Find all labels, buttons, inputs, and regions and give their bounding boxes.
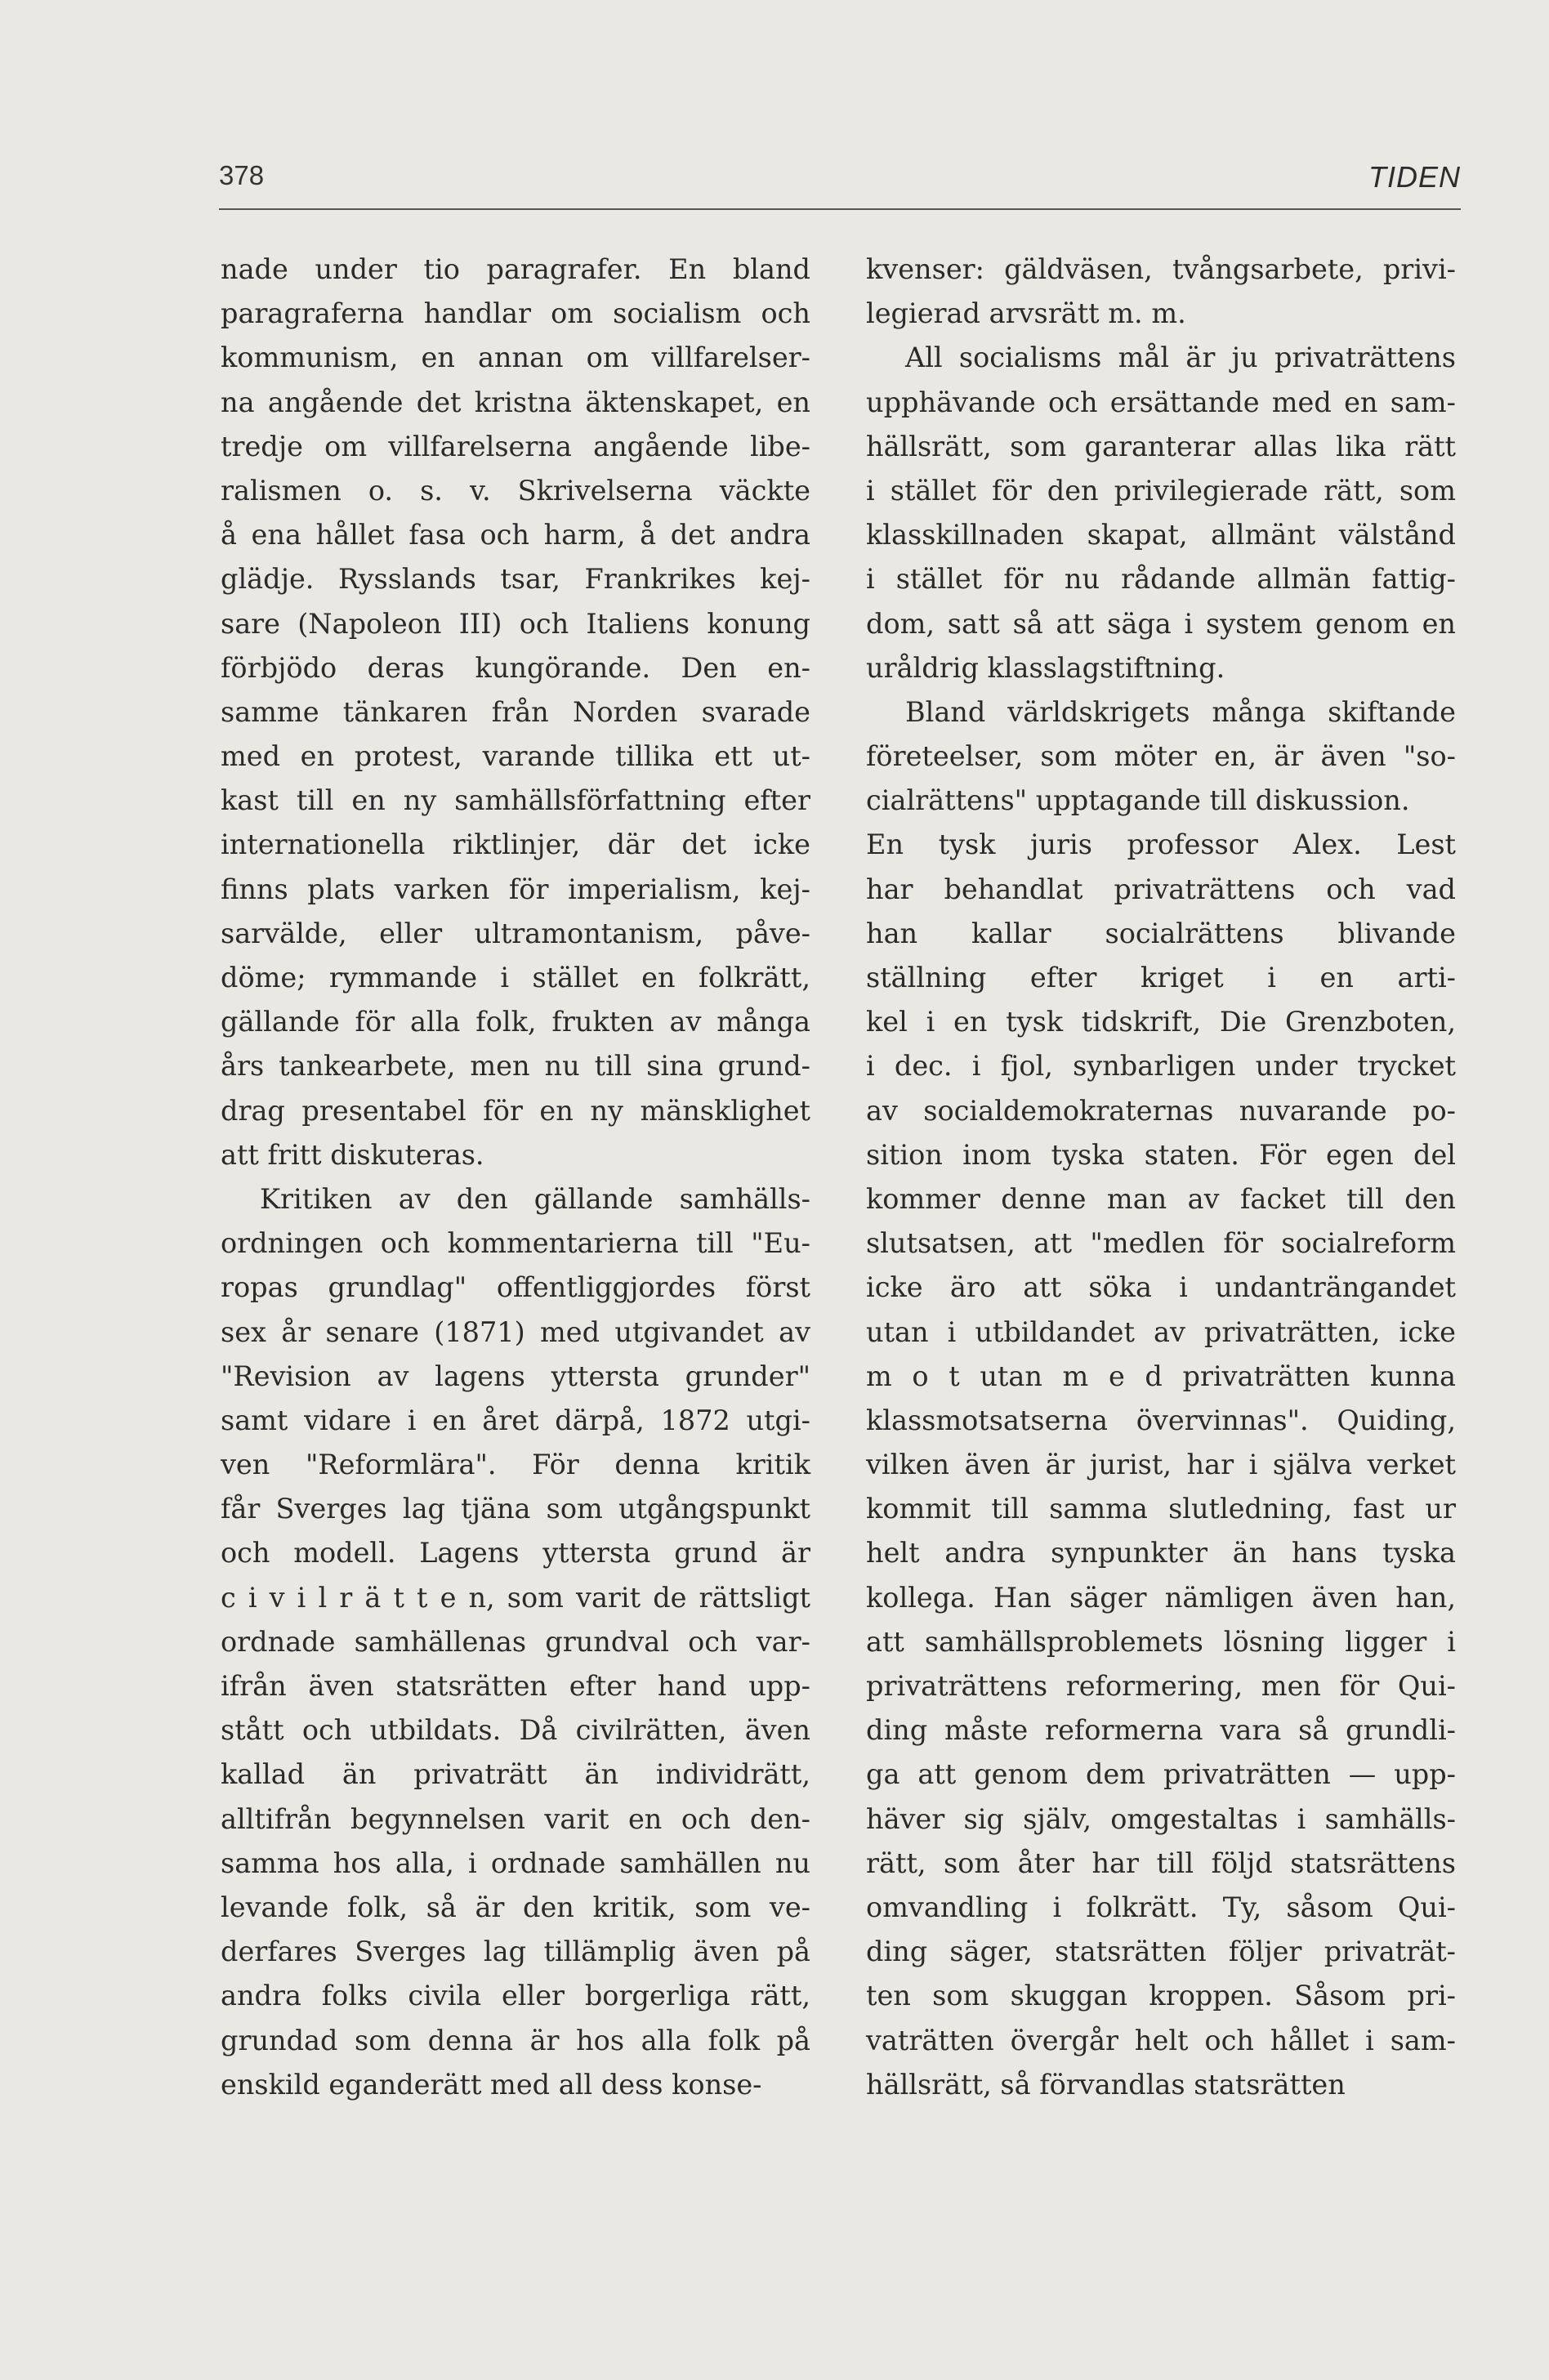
text-line: sarvälde, eller ultramontanism, påve- — [221, 917, 810, 949]
text-line: uråldrig klasslagstiftning. — [866, 651, 1225, 684]
text-line: na angående det kristna äktenskapet, en — [221, 386, 810, 418]
text-line: ding säger, statsrätten följer privaträt- — [866, 1936, 1456, 1968]
text-line: omvandling i folkrätt. Ty, såsom Qui- — [866, 1891, 1456, 1923]
text-line: derfares Sverges lag tillämplig även på — [221, 1936, 810, 1968]
text-line: alltifrån begynnelsen varit en och den- — [221, 1802, 810, 1835]
text-line: icke äro att söka i undanträngandet — [866, 1271, 1456, 1304]
text-line: legierad arvsrätt m. m. — [866, 297, 1186, 330]
text-line: Kritiken av den gällande samhälls- — [260, 1182, 810, 1215]
text-line: sare (Napoleon III) och Italiens konung — [221, 607, 810, 640]
text-line: slutsatsen, att "medlen för socialreform — [866, 1227, 1456, 1260]
text-line: företeelser, som möter en, är även "so- — [866, 740, 1456, 773]
text-line: vilken även är jurist, har i själva verket — [866, 1449, 1456, 1481]
text-line: dom, satt så att säga i system genom en — [866, 607, 1456, 640]
text-line: internationella riktlinjer, där det icke — [221, 828, 810, 861]
text-line: ralismen o. s. v. Skrivelserna väckte — [221, 474, 810, 507]
page-header — [219, 160, 1461, 201]
text-line: upphävande och ersättande med en sam- — [866, 386, 1456, 418]
text-line: klasskillnaden skapat, allmänt välstånd — [866, 519, 1456, 551]
text-line: att fritt diskuteras. — [221, 1138, 484, 1171]
text-line: av socialdemokraternas nuvarande po- — [866, 1094, 1456, 1127]
text-line: tredje om villfarelserna angående libe- — [221, 430, 810, 462]
text-line: förbjödo deras kungörande. Den en- — [221, 651, 810, 684]
text-line: kvenser: gäldväsen, tvångsarbete, privi- — [866, 253, 1456, 285]
text-line: hällsrätt, som garanterar allas lika rätt — [866, 430, 1456, 462]
text-line: kel i en tysk tidskrift, Die Grenzboten, — [866, 1006, 1456, 1038]
text-line: han kallar socialrättens blivande — [866, 917, 1456, 949]
left-column — [221, 248, 810, 2107]
text-line: ropas grundlag" offentliggjordes först — [221, 1271, 810, 1304]
text-line: kast till en ny samhällsförfattning efter — [221, 784, 810, 817]
text-line: kommunism, en annan om villfarelser- — [221, 342, 810, 374]
text-line: klassmotsatserna övervinnas". Quiding, — [866, 1404, 1456, 1436]
text-line: och modell. Lagens yttersta grund är — [221, 1537, 810, 1570]
text-line: har behandlat privaträttens och vad — [866, 873, 1456, 905]
text-line: sex år senare (1871) med utgivandet av — [221, 1315, 810, 1348]
text-line: drag presentabel för en ny mänsklighet — [221, 1094, 810, 1127]
text-line: ställning efter kriget i en arti- — [866, 962, 1456, 994]
text-line: häver sig själv, omgestaltas i samhälls- — [866, 1802, 1456, 1835]
text-line: En tysk juris professor Alex. Lest — [866, 828, 1456, 861]
text-line: rätt, som åter har till följd statsrättens — [866, 1846, 1456, 1879]
text-line: ordningen och kommentarierna till "Eu- — [221, 1227, 810, 1260]
text-line: ifrån även statsrätten efter hand upp- — [221, 1670, 810, 1702]
text-line: i stället för nu rådande allmän fattig- — [866, 563, 1456, 596]
text-line: grundad som denna är hos alla folk på — [221, 2024, 810, 2056]
text-line: vaträtten övergår helt och hållet i sam- — [866, 2024, 1456, 2056]
text-line: paragraferna handlar om socialism och — [221, 297, 810, 330]
text-line: får Sverges lag tjäna som utgångspunkt — [221, 1493, 810, 1525]
text-line: hällsrätt, så förvandlas statsrätten — [866, 2068, 1346, 2101]
text-line: sition inom tyska staten. För egen del — [866, 1138, 1456, 1171]
text-line: cialrättens" upptagande till diskussion. — [866, 784, 1410, 817]
text-line: All socialisms mål är ju privaträttens — [905, 342, 1456, 374]
text-line: samma hos alla, i ordnade samhällen nu — [221, 1846, 810, 1879]
journal-title: TIDEN — [1368, 160, 1461, 194]
page-number: 378 — [219, 160, 265, 190]
text-line: nade under tio paragrafer. En bland — [221, 253, 810, 285]
text-line: Bland världskrigets många skiftande — [905, 695, 1456, 728]
text-line: andra folks civila eller borgerliga rätt, — [221, 1980, 810, 2012]
text-line: helt andra synpunkter än hans tyska — [866, 1537, 1456, 1570]
text-line: m o t utan m e d privaträtten kunna — [866, 1360, 1456, 1392]
text-line: i stället för den privilegierade rätt, som — [866, 474, 1456, 507]
text-line: samt vidare i en året därpå, 1872 utgi- — [221, 1404, 810, 1436]
text-line: "Revision av lagens yttersta grunder" — [221, 1360, 810, 1392]
text-line: samme tänkaren från Norden svarade — [221, 695, 810, 728]
text-line: kollega. Han säger nämligen även han, — [866, 1581, 1456, 1614]
text-line: ding måste reformerna vara så grundli- — [866, 1714, 1456, 1747]
text-line: års tankearbete, men nu till sina grund- — [221, 1050, 810, 1083]
text-line: kommit till samma slutledning, fast ur — [866, 1493, 1456, 1525]
text-line: gällande för alla folk, frukten av många — [221, 1006, 810, 1038]
text-line: ordnade samhällenas grundval och var- — [221, 1625, 810, 1658]
text-line: å ena hållet fasa och harm, å det andra — [221, 519, 810, 551]
text-line: med en protest, varande tillika ett ut- — [221, 740, 810, 773]
text-line: c i v i l r ä t t e n, som varit de rättsligt — [221, 1581, 810, 1614]
text-line: privaträttens reformering, men för Qui- — [866, 1670, 1456, 1702]
text-line: kommer denne man av facket till den — [866, 1182, 1456, 1215]
text-line: ga att genom dem privaträtten — upp- — [866, 1758, 1456, 1791]
text-line: utan i utbildandet av privaträtten, icke — [866, 1315, 1456, 1348]
text-line: i dec. i fjol, synbarligen under trycket — [866, 1050, 1456, 1083]
right-column — [866, 248, 1456, 2107]
text-line: kallad än privaträtt än individrätt, — [221, 1758, 810, 1791]
text-line: stått och utbildats. Då civilrätten, även — [221, 1714, 810, 1747]
header-rule — [219, 208, 1461, 210]
text-line: glädje. Rysslands tsar, Frankrikes kej- — [221, 563, 810, 596]
text-line: ten som skuggan kroppen. Såsom pri- — [866, 1980, 1456, 2012]
text-line: levande folk, så är den kritik, som ve- — [221, 1891, 810, 1923]
text-line: ven "Reformlära". För denna kritik — [221, 1449, 810, 1481]
text-line: finns plats varken för imperialism, kej- — [221, 873, 810, 905]
text-line: döme; rymmande i stället en folkrätt, — [221, 962, 810, 994]
text-line: att samhällsproblemets lösning ligger i — [866, 1625, 1456, 1658]
text-line: enskild eganderätt med all dess konse- — [221, 2068, 762, 2101]
